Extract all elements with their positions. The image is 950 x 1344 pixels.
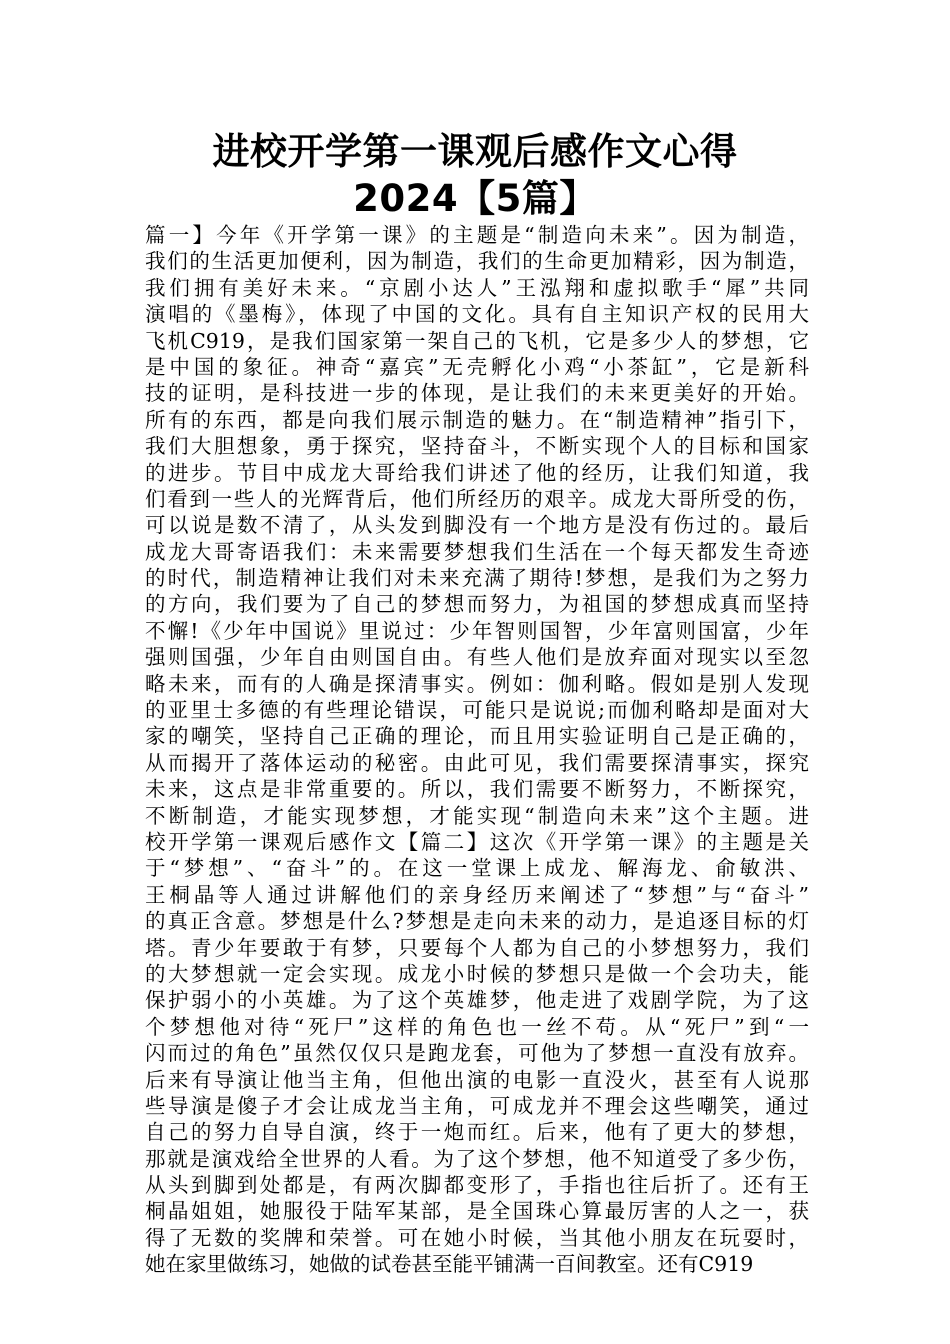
body-text-line: 们看到一些人的光辉背后，他们所经历的艰辛。成龙大哥所受的伤， [145,486,809,511]
body-text-line: 保护弱小的小英雄。为了这个英雄梦，他走进了戏剧学院，为了这 [145,988,809,1013]
body-text-line: 个梦想他对待“死尸”这样的角色也一丝不苟。从“死尸”到“一 [145,1014,809,1039]
body-text-line: 篇一】今年《开学第一课》的主题是“制造向未来”。因为制造， [145,223,809,247]
body-text-line: 不断制造，才能实现梦想，才能实现“制造向未来”这个主题。进 [145,803,809,828]
body-text-line: 的进步。节目中成龙大哥给我们讲述了他的经历，让我们知道，我 [145,460,809,485]
body-text-line: 飞机C919，是我们国家第一架自己的飞机，它是多少人的梦想，它 [145,328,809,353]
body-text-line: 是中国的象征。神奇“嘉宾”无壳孵化小鸡“小茶缸”，它是新科 [145,354,809,379]
body-text-line: 的真正含意。梦想是什么?梦想是走向未来的动力，是追逐目标的灯 [145,909,809,934]
body-text-line: 不懈!《少年中国说》里说过：少年智则国智，少年富则国富，少年 [145,618,809,643]
body-text-line: 从头到脚到处都是，有两次脚都变形了，手指也往后折了。还有王 [145,1173,809,1198]
body-text-line: 我们大胆想象，勇于探究，坚持奋斗，不断实现个人的目标和国家 [145,434,809,459]
body-text-line: 校开学第一课观后感作文【篇二】这次《开学第一课》的主题是关 [145,829,809,854]
body-text-line: 未来，这点是非常重要的。所以，我们需要不断努力，不断探究， [145,777,809,802]
body-text-line: 后来有导演让他当主角，但他出演的电影一直没火，甚至有人说那 [145,1067,809,1092]
body-text-line: 的亚里士多德的有些理论错误，可能只是说说;而伽利略却是面对大 [145,698,809,723]
body-text-line: 的方向，我们要为了自己的梦想而努力，为祖国的梦想成真而坚持 [145,592,809,617]
body-text-line: 王桐晶等人通过讲解他们的亲身经历来阐述了“梦想”与“奋斗” [145,882,809,907]
document-title-line1: 进校开学第一课观后感作文心得 [212,130,738,173]
body-text-line: 成龙大哥寄语我们：未来需要梦想我们生活在一个每天都发生奇迹 [145,539,809,564]
body-text-line: 她在家里做练习，她做的试卷甚至能平铺满一百间教室。还有C919 [145,1252,754,1277]
body-text-line: 的大梦想就一定会实现。成龙小时候的梦想只是做一个会功夫，能 [145,961,809,986]
body-text-line: 得了无数的奖牌和荣誉。可在她小时候，当其他小朋友在玩耍时， [145,1225,809,1250]
body-text-line: 所有的东西，都是向我们展示制造的魅力。在“制造精神”指引下， [145,407,809,432]
body-text-line: 演唱的《墨梅》，体现了中国的文化。具有自主知识产权的民用大 [145,302,809,327]
body-text-line: 塔。青少年要敢于有梦，只要每个人都为自己的小梦想努力，我们 [145,935,809,960]
body-text-line: 技的证明，是科技进一步的体现，是让我们的未来更美好的开始。 [145,381,809,406]
body-text-line: 些导演是傻子才会让成龙当主角，可成龙并不理会这些嘲笑，通过 [145,1093,809,1118]
body-text-line: 闪而过的角色”虽然仅仅只是跑龙套，可他为了梦想一直没有放弃。 [145,1041,809,1066]
body-text-line: 我们的生活更加便利，因为制造，我们的生命更加精彩，因为制造， [145,249,809,274]
body-text-line: 那就是演戏给全世界的人看。为了这个梦想，他不知道受了多少伤， [145,1146,809,1171]
body-text-line: 我们拥有美好未来。“京剧小达人”王泓翔和虚拟歌手“犀”共同 [145,275,809,300]
body-text-line: 略未来，而有的人确是探清事实。例如：伽利略。假如是别人发现 [145,671,809,696]
body-text-line: 的时代，制造精神让我们对未来充满了期待!梦想，是我们为之努力 [145,566,809,591]
body-text-line: 家的嘲笑，坚持自己正确的理论，而且用实验证明自己是正确的， [145,724,809,749]
body-text-line: 强则国强，少年自由则国自由。有些人他们是放弃面对现实以至忽 [145,645,809,670]
document-body [145,222,809,1278]
body-text-line: 于“梦想”、“奋斗”的。在这一堂课上成龙、解海龙、俞敏洪、 [145,856,809,881]
body-text-line: 从而揭开了落体运动的秘密。由此可见，我们需要探清事实，探究 [145,750,809,775]
body-text-line: 可以说是数不清了，从头发到脚没有一个地方是没有伤过的。最后 [145,513,809,538]
body-text-line: 自己的努力自导自演，终于一炮而红。后来，他有了更大的梦想， [145,1120,809,1145]
document-title-line2: 2024【5篇】 [353,177,597,220]
body-text-line: 桐晶姐姐，她服役于陆军某部，是全国珠心算最厉害的人之一，获 [145,1199,809,1224]
